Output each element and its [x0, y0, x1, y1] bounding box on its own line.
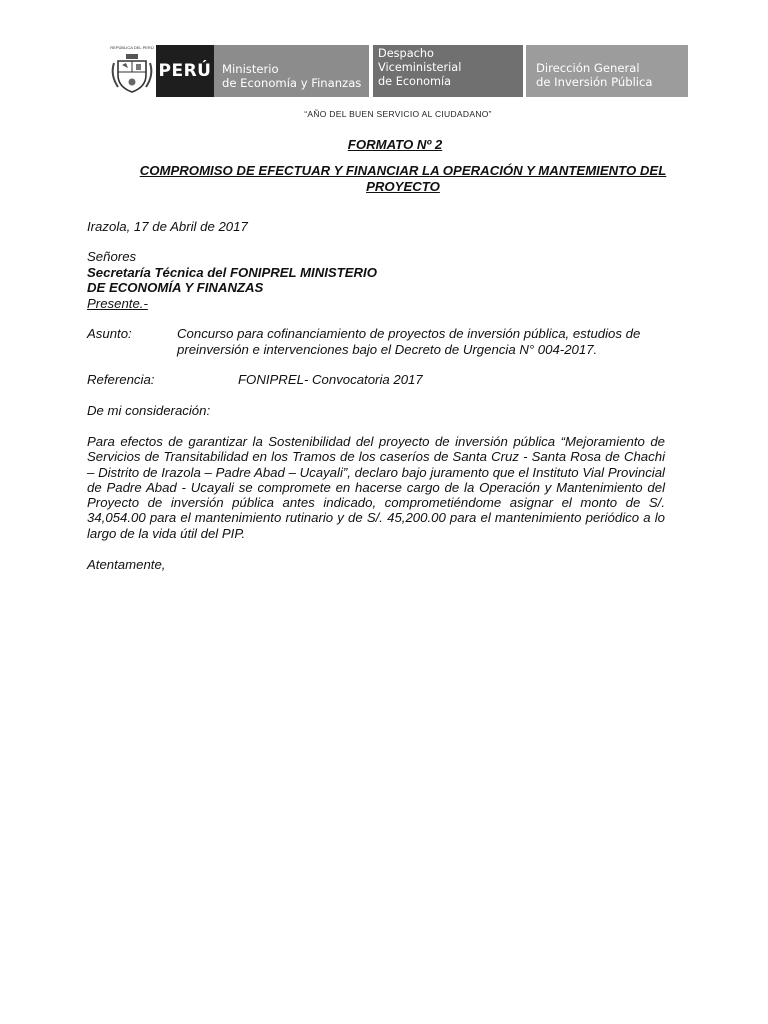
document-title: COMPROMISO DE EFECTUAR Y FINANCIAR LA OPERACIÓN Y MANTEMIENTO DEL PROYECTO [139, 163, 667, 194]
ministry-line: Ministerio [222, 62, 279, 76]
closing: Atentamente, [87, 557, 166, 572]
addressee-line: Secretaría Técnica del FONIPREL MINISTERIO [87, 265, 377, 280]
despacho-block [373, 45, 523, 97]
body-paragraph: Para efectos de garantizar la Sostenibilidad del proyecto de inversión pública “Mejoramiento de Servicios de Transitabilidad en los Tramos de los caseríos de Santa Cruz - Santa Rosa de Chachi – Distrito de Irazola – Padre Abad – Ucayali”, declaro bajo juramento que el Instituto Vial Provincial de Padre Abad - Ucayali se compromete en hacerse cargo de la Operación y Mantenimiento del Proyecto de inversión pública antes indicado, comprometiéndome asignar el monto de S/. 34,054.00 para el mantenimiento rutinario y de S/. 45,200.00 para el mantenimiento periódico a lo largo de la vida útil del PIP. [87, 434, 665, 541]
presente-line: Presente.- [87, 296, 148, 311]
place-date: Irazola, 17 de Abril de 2017 [87, 219, 248, 234]
despacho-line: de Economía [378, 75, 452, 88]
referencia-label: Referencia: [87, 372, 155, 387]
referencia-text: FONIPREL- Convocatoria 2017 [238, 372, 423, 387]
ministry-block [214, 45, 369, 97]
asunto-text: Concurso para cofinanciamiento de proyectos de inversión pública, estudios de preinversión e intervenciones bajo el Decreto de Urgencia N° 004-2017. [177, 326, 641, 357]
coat-of-arms-icon [108, 45, 156, 97]
direccion-block [526, 45, 688, 97]
format-title: FORMATO Nº 2 [347, 137, 443, 152]
year-motto: “AÑO DEL BUEN SERVICIO AL CIUDADANO” [304, 109, 492, 119]
direccion-line: de Inversión Pública [536, 75, 653, 89]
addressee-line: DE ECONOMÍA Y FINANZAS [87, 280, 264, 295]
letterhead [108, 45, 688, 97]
asunto-label: Asunto: [87, 326, 132, 341]
coat-of-arms-caption: REPÚBLICA DEL PERÚ [110, 45, 154, 50]
despacho-line: Viceministerial [378, 61, 462, 74]
salutation: Señores [87, 249, 137, 264]
peru-logo: PERÚ [156, 45, 214, 97]
direccion-line: Dirección General [536, 61, 640, 75]
greeting: De mi consideración: [87, 403, 211, 418]
ministry-line: de Economía y Finanzas [222, 76, 362, 90]
despacho-line: Despacho [378, 47, 434, 60]
